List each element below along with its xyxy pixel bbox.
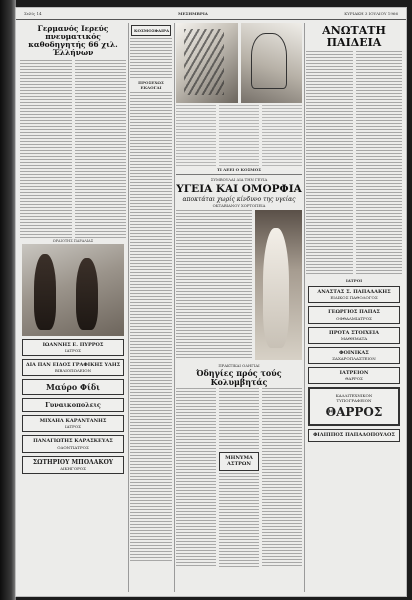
swimsuit-photo [22,244,124,336]
ad-pyrros-body: ΙΑΤΡΟΣ [65,347,81,353]
col3-top-body-c [262,105,302,167]
illustration-shape [251,33,287,89]
article2-kicker: ΠΡΑΚΤΙΚΑΙ ΟΔΗΓΙΑΙ [218,363,260,369]
col2-snippet: ΠΡΟΣΕΧΩΣ ΕΚΛΟΓΑΙ [138,80,164,90]
ad-karantanis-title: ΜΙΧΑΗΛ ΚΑΡΑΝΤΑΝΗΣ [39,418,107,425]
col3-headline: ΥΓΕΙΑ ΚΑΙ ΟΜΟΡΦΙΑ [176,183,302,195]
newspaper-page [16,8,406,596]
bottom-ad-title: ΦΙΛΙΠΠΟΣ ΠΑΠΑΔΟΠΟΥΛΟΣ [313,432,395,439]
ad-iatreion [308,367,400,384]
ad-stationery-body: ΒΙΒΛΙΟΠΩΛΕΙΟΝ [54,368,92,373]
ad-stationery-title: ΔΙΑ ΠΑΝ ΕΙΔΟΣ ΓΡΑΦΙΚΗΣ ΥΛΗΣ [25,361,121,368]
ad-iatreion-title: ΙΑΤΡΕΙΟΝ [339,370,369,377]
column-rule-2 [174,23,175,592]
big-ad-line1: ΚΑΛΛΙΤΕΧΝΙΚΟΝ [335,393,373,399]
col1-headline: Γερμανός Ιερεύς πνευματικός καθοδηγητής 66 χιλ. Έλλήνων [28,24,118,57]
col4-section: ΙΑΤΡΟΙ [345,278,363,284]
ad-prota-title: ΠΡΟΤΑ ΣΤΟΙΧΕΙΑ [328,329,380,336]
ad-stationery [22,359,124,376]
big-ad-title: ΘΑΡΡΟΣ [325,405,383,420]
column-4 [306,23,402,592]
article2-title: Όδηγίες πρός τούς Κολυμβητάς [196,368,282,387]
column-3 [176,23,302,592]
col3-divider [176,174,302,175]
ad-papadakis [308,286,400,303]
ad-prota [308,327,400,344]
ad-prota-body: ΜΑΘΗΜΑΤΑ [340,335,368,341]
badge-title: ΚΟΣΜΟΣΦΑΙΡΑ [134,28,170,33]
column-rule-1 [128,23,129,592]
article2-body-d [262,388,302,568]
col2-body-b [130,92,172,562]
folio-center: ΜΕΣΗΜΒΡΙΑ [178,11,208,16]
ad-mavro-fidi-title: Μαύρο Φίδι [45,382,101,392]
big-ad-line2: ΤΥΠΟΓΡΑΦΕΙΟΝ [336,398,372,404]
ad-bolakou-body: ΔΙΚΗΓΟΡΟΣ [60,466,86,472]
illustration-collage [176,23,238,103]
ad-foinikas-title: ΦΟΙΝΙΚΑΣ [339,349,369,356]
ad-bolakou [22,456,124,475]
col4-body-a [306,51,353,276]
ad-iatreion-body: ΘΑΡΡΟΣ [345,376,363,382]
col1-body-b [75,60,127,238]
woman-figure [263,228,289,348]
illustration-strokes [184,29,224,95]
badge-box [131,25,171,36]
model-figure-2 [76,258,98,330]
woman-photo [255,210,302,360]
article2-body-a [176,388,216,568]
col3-byline: ΟΚΤΑΒΙΑΝΟΥ ΧΟΡΤΟΠΕΙΑ [212,203,266,209]
binder-edge [0,0,16,600]
ad-pyrros [22,339,124,356]
ad-gynaikopoleis-title: Γυναικοπολεις [45,401,101,409]
ad-papadakis-title: ΑΝΑΣΤΑΣ Σ. ΠΑΠΑΔΑΚΗΣ [317,289,391,296]
ad-papas [308,306,400,323]
ad-karaskevas [22,435,124,452]
folio-left: Σελίς 14 [24,11,42,16]
col3-kicker: ΣΥΜΒΟΥΛΑΙ ΔΙΑ ΤΗΝ ΓΕΥΙΑ [210,177,268,182]
col3-health-body [176,210,252,360]
ad-karantanis-body: ΙΑΤΡΟΣ [65,424,81,430]
col1-photo-caption: ΩΡΑΙΟΤΗΣ ΠΑΡΑΛΙΑΣ [52,238,94,243]
ad-papas-body: ΟΦΘΑΛΜΙΑΤΡΟΣ [336,315,372,321]
col3-subhead: αποκτάται χωρίς κίνδυνο της υγείας [182,196,296,204]
bottom-ad [308,429,400,441]
col4-body-b [356,51,403,276]
ad-mavro-fidi [22,379,124,395]
col3-mid-snippet-title: ΜΗΝΥΜΑ ΑΣΤΡΩΝ [225,455,253,468]
folio-bar [16,8,406,20]
ad-karantanis [22,415,124,432]
ad-foinikas [308,347,400,364]
col3-top-body-b [219,105,259,167]
ad-gynaikopoleis [22,398,124,412]
col3-top-body-a [176,105,216,167]
column-1 [20,23,126,592]
ad-foinikas-body: ΖΑΧΑΡΟΠΛΑΣΤΕΙΟΝ [332,356,376,362]
col3-top-snippet: ΤΙ ΛΕΕΙ Ο ΚΟΣΜΟΣ [216,167,262,172]
ad-papadakis-body: ΕΙΔΙΚΟΣ ΠΑΘΟΛΟΓΟΣ [330,295,378,301]
model-figure-1 [34,254,56,330]
col4-headline: ΑΝΩΤΑΤΗ ΠΑΙΔΕΙΑ [322,24,386,49]
article2-body-c [219,473,259,569]
col3-mid-snippet [219,452,259,471]
article2-body-b [219,388,259,450]
col1-body-a [20,60,72,238]
big-ad [308,387,400,426]
ad-papas-title: ΓΕΩΡΓΙΟΣ ΠΑΠΑΣ [328,309,380,316]
ad-pyrros-title: ΙΩΑΝΝΗΣ Ε. ΠΥΡΡΟΣ [42,341,104,348]
illustration-collage-2 [241,23,303,103]
ad-bolakou-title: ΣΩΤΗΡΙΟΥ ΜΠΟΛΑΚΟΥ [32,458,114,466]
col2-body-a [130,38,172,78]
column-rule-3 [304,23,305,592]
column-2 [130,23,172,592]
folio-right: ΚΥΡΙΑΚΗ 3 ΙΟΥΛΙΟΥ 1966 [344,11,398,16]
ad-karaskevas-body: ΟΔΟΝΤΙΑΤΡΟΣ [57,444,89,450]
ad-karaskevas-title: ΠΑΝΑΓΙΩΤΗΣ ΚΑΡΑΣΚΕΥΑΣ [33,438,113,445]
